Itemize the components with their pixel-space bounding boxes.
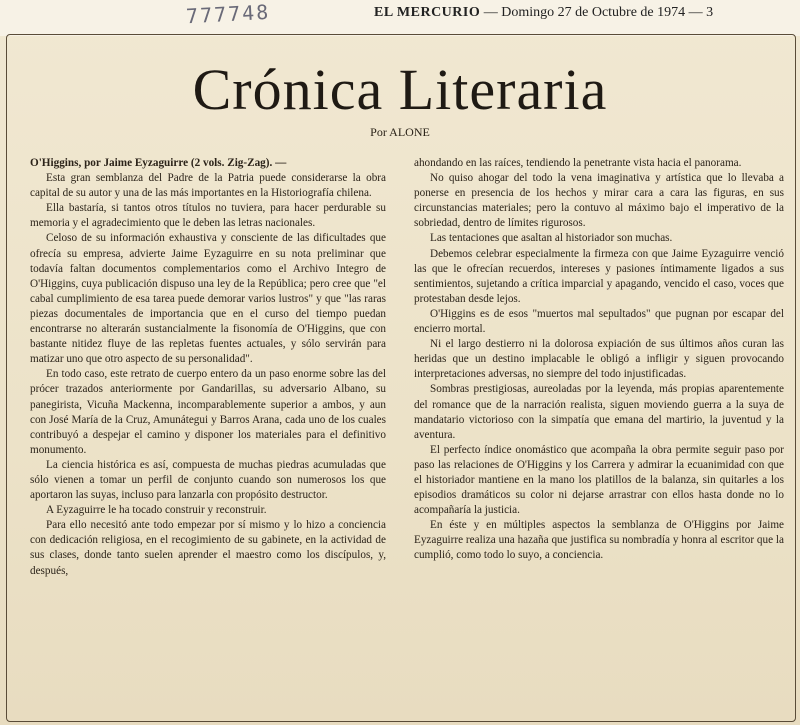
- paragraph: La ciencia histórica es así, compuesta de muchas piedras acumuladas que sólo vienen a tomar un perfil de conjunto cuando son numerosos los que aportaron las suyas, incluso para lanzarla con propósito destructor.: [30, 458, 386, 502]
- paragraph: Debemos celebrar especialmente la firmeza con que Jaime Eyzaguirre venció las que le ofrecían recuerdos, intereses y pasiones íntimamente ligados a sus sentimientos, sujetando a crítica imparcial y apagando, vencido el caso, voces que protestaban desde lejos.: [414, 247, 784, 305]
- newspaper-name: EL MERCURIO: [374, 5, 481, 20]
- paragraph: El perfecto índice onomástico que acompaña la obra permite seguir paso por paso las relaciones de O'Higgins y los Carrera y admirar la ecuanimidad con que el historiador mantiene en la mano los platillos de la balanza, sin quitarles a los episodios dramáticos su color ni dejarse arrastrar con ellos hasta donde no lo acompañaría la justicia.: [414, 443, 784, 517]
- paragraph: A Eyzaguirre le ha tocado construir y reconstruir.: [46, 504, 267, 517]
- paragraph: Celoso de su información exhaustiva y consciente de las dificultades que ofrecía su empresa, advierte Jaime Eyzaguirre en su nota preliminar que todavía faltan documentos complementarios como el Archivo Integro de O'Higgins, cuya publicación dispuso una ley de la República; pero cree que "el cabal cumplimiento de esa tarea puede demorar varios lustros" y que "las raras piezas documentales de importancia que en el curso del tiempo puedan encontrarse no alterarán sustancialmente la fisonomía de O'Higgins, que con bastante nitidez fluye de las repletas fuentes actuales, y sólo servirán para matizar uno que otro aspecto de su personalidad".: [30, 232, 386, 366]
- article-title: Crónica Literaria: [192, 57, 608, 122]
- left-column: [30, 156, 386, 579]
- article-byline: Por ALONE: [370, 125, 430, 139]
- paragraph: Sombras prestigiosas, aureoladas por la leyenda, más propias aparentemente del romance que de la narración realista, siguen moviendo guerra a la suya de mandatario victorioso con la simpatía que emana del martirio, la juventud y la aventura.: [414, 383, 784, 441]
- paragraph: Ni el largo destierro ni la dolorosa expiación de sus últimos años curan las heridas que un destino implacable le obligó a infligir y siguen provocando interpretaciones adversas, no siempre del todo injustificadas.: [414, 338, 784, 381]
- date-line: — Domingo 27 de Octubre de 1974 — 3: [483, 5, 714, 20]
- lead-paragraph: [30, 156, 386, 171]
- masthead-line: [374, 5, 794, 21]
- paragraph: Para ello necesitó ante todo empezar por sí mismo y lo hizo a conciencia con dedicación religiosa, en el recogimiento de su gabinete, en la actividad de sus clases, donde tanto suelen aprender el maestro como los discípulos, y, después,: [30, 519, 386, 577]
- paragraph: Esta gran semblanza del Padre de la Patria puede considerarse la obra capital de su autor y una de las más importantes en la Historiografía chilena.: [30, 172, 386, 200]
- paragraph: Las tentaciones que asaltan al historiador son muchas.: [430, 232, 673, 245]
- paragraph-continued: ahondando en las raíces, tendiendo la penetrante vista hacia el panorama.: [414, 157, 742, 169]
- paragraph: Ella bastaría, si tantos otros títulos no tuviera, para hacer perdurable su memoria y el agradecimiento que le deben las letras nacionales.: [30, 202, 386, 230]
- paragraph: No quiso ahogar del todo la vena imaginativa y artística que lo llevaba a ponerse en presencia de los hechos y mirar cara a cara las figuras, en sus circunstancias materiales; pero la contuvo al máximo bajo el imperativo de la sobriedad, dentro de límites rigurosos.: [414, 172, 784, 230]
- paragraph: En éste y en múltiples aspectos la semblanza de O'Higgins por Jaime Eyzaguirre realiza una hazaña que justifica su nombradía y honra al escritor que la cumplió, como todo lo suyo, a conciencia.: [414, 519, 784, 562]
- paragraph: En todo caso, este retrato de cuerpo entero da un paso enorme sobre las del prócer trazados anteriormente por Gandarillas, su adversario Albano, su panegirista, Vicuña Mackenna, incomparablemente superior a ambos, y aun con José María de la Cruz, Amunátegui y Barros Arana, cada uno de los cuales contribuyó a despejar el camino y disponer los materiales para el definitivo monumento.: [30, 368, 386, 456]
- book-reference: O'Higgins, por Jaime Eyzaguirre (2 vols. Zig-Zag). —: [30, 157, 287, 169]
- paragraph: O'Higgins es de esos "muertos mal sepultados" que pugnan por escapar del encierro mortal.: [414, 307, 784, 336]
- handwritten-note: 777748: [185, 0, 271, 29]
- right-column: [414, 156, 784, 564]
